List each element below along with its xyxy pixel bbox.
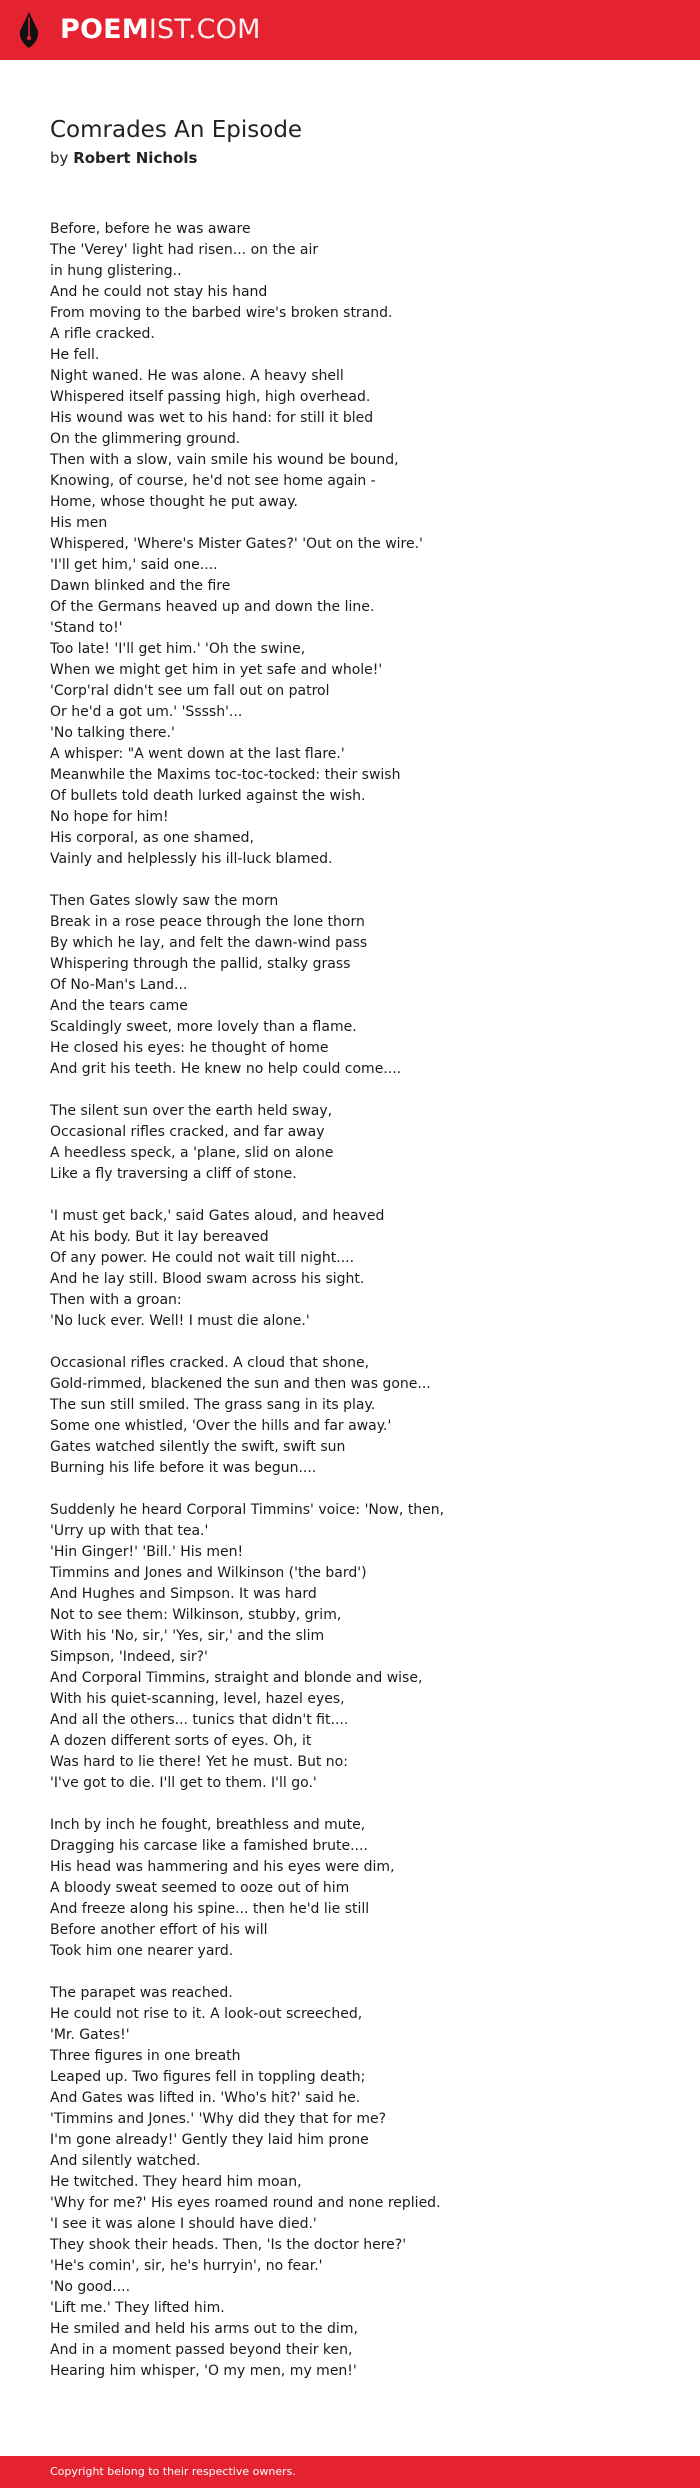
poem-line: 'Why for me?' His eyes roamed round and none replied. xyxy=(50,2195,441,2211)
poem-line: Before, before he was aware xyxy=(50,221,251,237)
poem-line: No hope for him! xyxy=(50,809,169,825)
poem-line: Whispered itself passing high, high overhead. xyxy=(50,389,371,405)
poem-line: Meanwhile the Maxims toc-toc-tocked: their swish xyxy=(50,767,401,783)
poem-line: And freeze along his spine... then he'd lie still xyxy=(50,1901,370,1917)
site-header xyxy=(0,0,700,60)
poem-line: 'I've got to die. I'll get to them. I'll go.' xyxy=(50,1775,317,1791)
poem-line: A rifle cracked. xyxy=(50,326,155,342)
poem-line: Before another effort of his will xyxy=(50,1922,268,1938)
poem-line: They shook their heads. Then, 'Is the doctor here?' xyxy=(50,2237,407,2253)
poem-line: Not to see them: Wilkinson, stubby, grim, xyxy=(50,1607,342,1623)
poem-line: 'Urry up with that tea.' xyxy=(50,1523,209,1539)
stanza xyxy=(50,219,650,870)
poem-line: Occasional rifles cracked, and far away xyxy=(50,1124,325,1140)
poem-line: His head was hammering and his eyes were dim, xyxy=(50,1859,395,1875)
poem-line: 'I'll get him,' said one.... xyxy=(50,557,218,573)
poem-line: Vainly and helplessly his ill-luck blamed. xyxy=(50,851,333,867)
stanza xyxy=(50,1101,650,1185)
poem-line: Or he'd a got um.' 'Ssssh'... xyxy=(50,704,243,720)
poem-line: With his quiet-scanning, level, hazel eyes, xyxy=(50,1691,345,1707)
poem-line: The silent sun over the earth held sway, xyxy=(50,1103,333,1119)
poem-line: 'Corp'ral didn't see um fall out on patrol xyxy=(50,683,330,699)
stanza xyxy=(50,1353,650,1479)
poem-line: Leaped up. Two figures fell in toppling death; xyxy=(50,2069,366,2085)
stanza xyxy=(50,1206,650,1332)
copyright-text: Copyright belong to their respective owners. xyxy=(50,2465,296,2478)
poem-line: With his 'No, sir,' 'Yes, sir,' and the slim xyxy=(50,1628,325,1644)
poem-line: And in a moment passed beyond their ken, xyxy=(50,2342,353,2358)
poem-line: Of any power. He could not wait till night.... xyxy=(50,1250,355,1266)
poem-line: Burning his life before it was begun.... xyxy=(50,1460,317,1476)
poem-line: At his body. But it lay bereaved xyxy=(50,1229,269,1245)
poem-line: 'No good.... xyxy=(50,2279,131,2295)
poem-line: Timmins and Jones and Wilkinson ('the bard') xyxy=(50,1565,367,1581)
poem-line: Whispering through the pallid, stalky grass xyxy=(50,956,351,972)
stanza xyxy=(50,891,650,1080)
poem-line: Like a fly traversing a cliff of stone. xyxy=(50,1166,297,1182)
poem-line: And silently watched. xyxy=(50,2153,201,2169)
poem-line: Night waned. He was alone. A heavy shell xyxy=(50,368,344,384)
poem-line: He twitched. They heard him moan, xyxy=(50,2174,302,2190)
stanza xyxy=(50,1815,650,1962)
poem-line: I'm gone already!' Gently they laid him prone xyxy=(50,2132,369,2148)
poem-line: On the glimmering ground. xyxy=(50,431,241,447)
poem-line: When we might get him in yet safe and whole!' xyxy=(50,662,383,678)
poem-line: 'Lift me.' They lifted him. xyxy=(50,2300,225,2316)
poem-line: Dawn blinked and the fire xyxy=(50,578,231,594)
poem-line: 'I must get back,' said Gates aloud, and heaved xyxy=(50,1208,385,1224)
logo-light: IST.COM xyxy=(148,14,261,45)
poem-line: The 'Verey' light had risen... on the air xyxy=(50,242,319,258)
site-footer xyxy=(0,2456,700,2488)
site-logo[interactable] xyxy=(60,14,261,46)
poem-line: Scaldingly sweet, more lovely than a flame. xyxy=(50,1019,357,1035)
poem-line: And Gates was lifted in. 'Who's hit?' said he. xyxy=(50,2090,361,2106)
poem-body xyxy=(50,219,650,2403)
poem-line: Too late! 'I'll get him.' 'Oh the swine, xyxy=(50,641,306,657)
poem-line: Whispered, 'Where's Mister Gates?' 'Out on the wire.' xyxy=(50,536,423,552)
poem-line: 'Mr. Gates!' xyxy=(50,2027,130,2043)
poem-line: Simpson, 'Indeed, sir?' xyxy=(50,1649,208,1665)
poem-line: 'Hin Ginger!' 'Bill.' His men! xyxy=(50,1544,244,1560)
poem-line: Suddenly he heard Corporal Timmins' voice: 'Now, then, xyxy=(50,1502,445,1518)
poem-line: And Corporal Timmins, straight and blonde and wise, xyxy=(50,1670,423,1686)
poem-line: Took him one nearer yard. xyxy=(50,1943,234,1959)
poem-line: And he could not stay his hand xyxy=(50,284,268,300)
pen-nib-icon xyxy=(18,11,40,49)
poem-line: The parapet was reached. xyxy=(50,1985,233,2001)
poem-line: A dozen different sorts of eyes. Oh, it xyxy=(50,1733,312,1749)
poem-line: A bloody sweat seemed to ooze out of him xyxy=(50,1880,350,1896)
poem-line: His wound was wet to his hand: for still it bled xyxy=(50,410,374,426)
poem-line: Some one whistled, 'Over the hills and far away.' xyxy=(50,1418,392,1434)
poem-line: And all the others... tunics that didn't fit.... xyxy=(50,1712,349,1728)
poem-line: From moving to the barbed wire's broken strand. xyxy=(50,305,393,321)
poem-line: Knowing, of course, he'd not see home again - xyxy=(50,473,376,489)
poem-line: Of the Germans heaved up and down the line. xyxy=(50,599,375,615)
poem-line: 'Timmins and Jones.' 'Why did they that for me? xyxy=(50,2111,387,2127)
poem-line: And grit his teeth. He knew no help could come.... xyxy=(50,1061,402,1077)
poem-line: 'No talking there.' xyxy=(50,725,175,741)
poem-line: He closed his eyes: he thought of home xyxy=(50,1040,329,1056)
poem-line: Break in a rose peace through the lone thorn xyxy=(50,914,365,930)
poem-line: 'No luck ever. Well! I must die alone.' xyxy=(50,1313,310,1329)
poem-line: Inch by inch he fought, breathless and mute, xyxy=(50,1817,366,1833)
poem-line: Then with a groan: xyxy=(50,1292,182,1308)
poem-line: The sun still smiled. The grass sang in its play. xyxy=(50,1397,376,1413)
stanza xyxy=(50,1983,650,2382)
poem-line: 'He's comin', sir, he's hurryin', no fear.' xyxy=(50,2258,323,2274)
poem-line: Was hard to lie there! Yet he must. But no: xyxy=(50,1754,348,1770)
poem-line: Then with a slow, vain smile his wound be bound, xyxy=(50,452,399,468)
poem-line: His corporal, as one shamed, xyxy=(50,830,254,846)
poem-line: Then Gates slowly saw the morn xyxy=(50,893,279,909)
byline xyxy=(50,148,197,168)
poem-line: 'I see it was alone I should have died.' xyxy=(50,2216,317,2232)
poem-line: And Hughes and Simpson. It was hard xyxy=(50,1586,317,1602)
poem-line: Hearing him whisper, 'O my men, my men!' xyxy=(50,2363,357,2379)
poem-line: Of No-Man's Land... xyxy=(50,977,188,993)
poem-line: And the tears came xyxy=(50,998,188,1014)
poem-line: He smiled and held his arms out to the dim, xyxy=(50,2321,358,2337)
poem-line: Gold-rimmed, blackened the sun and then was gone... xyxy=(50,1376,431,1392)
poem-line: Home, whose thought he put away. xyxy=(50,494,298,510)
poem-title: Comrades An Episode xyxy=(50,117,303,143)
author-name[interactable]: Robert Nichols xyxy=(73,149,198,167)
poem-line: Dragging his carcase like a famished brute.... xyxy=(50,1838,368,1854)
poem-line: He fell. xyxy=(50,347,100,363)
poem-line: Occasional rifles cracked. A cloud that shone, xyxy=(50,1355,370,1371)
poem-line: Three figures in one breath xyxy=(50,2048,241,2064)
poem-line: Of bullets told death lurked against the wish. xyxy=(50,788,366,804)
poem-line: in hung glistering.. xyxy=(50,263,182,279)
poem-line: By which he lay, and felt the dawn-wind pass xyxy=(50,935,368,951)
poem-line: A whisper: "A went down at the last flare.' xyxy=(50,746,345,762)
logo-bold: POEM xyxy=(60,14,149,45)
stanza xyxy=(50,1500,650,1794)
poem-line: And he lay still. Blood swam across his sight. xyxy=(50,1271,365,1287)
poem-line: He could not rise to it. A look-out screeched, xyxy=(50,2006,363,2022)
poem-line: A heedless speck, a 'plane, slid on alone xyxy=(50,1145,334,1161)
poem-line: Gates watched silently the swift, swift sun xyxy=(50,1439,346,1455)
poem-line: 'Stand to!' xyxy=(50,620,123,636)
by-label: by xyxy=(50,149,69,167)
poem-line: His men xyxy=(50,515,108,531)
